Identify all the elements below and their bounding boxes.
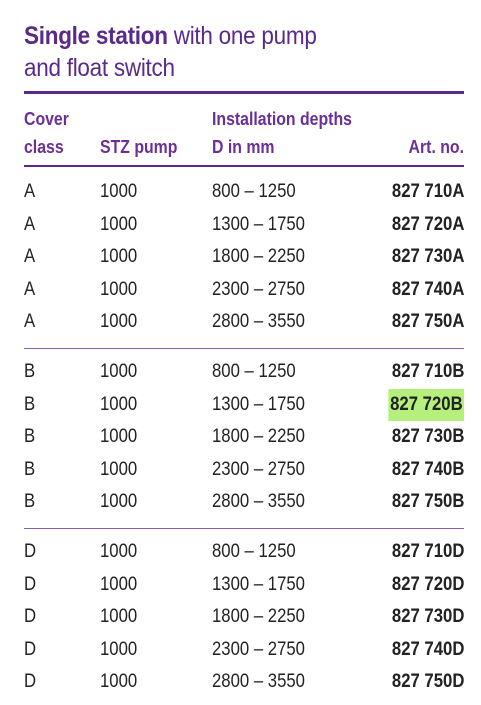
cell-cover-class: A xyxy=(24,213,36,235)
cell-art-no: 827 750D xyxy=(391,671,464,692)
title-rest: with one pump xyxy=(167,22,317,50)
cell-art-no: 827 740A xyxy=(391,278,464,300)
cell-installation-depth: 1800 – 2250 xyxy=(212,246,305,267)
table-row xyxy=(24,486,464,519)
cell-cover-class: B xyxy=(24,491,36,512)
cell-cover-class: D xyxy=(24,671,37,692)
cell-art-no: 827 730B xyxy=(391,426,464,447)
cell-installation-depth: 1800 – 2250 xyxy=(212,426,305,447)
header-stz-pump: STZ pump xyxy=(100,137,178,157)
table-row xyxy=(24,666,464,699)
title-line2: and float switch xyxy=(24,54,175,82)
table-row xyxy=(24,454,464,487)
cell-stz-pump: 1000 xyxy=(100,541,138,562)
table-group xyxy=(24,536,464,699)
table-row xyxy=(24,356,464,389)
cell-stz-pump: 1000 xyxy=(100,638,138,660)
cell-art-no: 827 750B xyxy=(391,491,464,512)
cell-cover-class: A xyxy=(24,181,36,202)
cell-cover-class: A xyxy=(24,311,36,332)
table-group xyxy=(24,356,464,519)
table-row xyxy=(24,389,464,422)
header-depth-line1: Installation depths xyxy=(212,109,352,129)
header-depth-line2: D in mm xyxy=(212,137,275,157)
cell-stz-pump: 1000 xyxy=(100,213,138,235)
cell-installation-depth: 2300 – 2750 xyxy=(212,458,305,480)
cell-installation-depth: 800 – 1250 xyxy=(212,361,296,382)
table-row xyxy=(24,176,464,209)
cell-stz-pump: 1000 xyxy=(100,491,138,512)
cell-stz-pump: 1000 xyxy=(100,426,138,447)
cell-art-no: 827 730D xyxy=(391,606,464,627)
table-row xyxy=(24,274,464,307)
product-table-sheet xyxy=(24,0,464,692)
cell-cover-class: D xyxy=(24,573,37,595)
table-row xyxy=(24,569,464,602)
cell-art-no: 827 710A xyxy=(391,181,464,202)
header-art-no: Art. no. xyxy=(408,137,464,157)
cell-cover-class: B xyxy=(24,458,36,480)
cell-installation-depth: 1800 – 2250 xyxy=(212,606,305,627)
page-title xyxy=(24,0,456,84)
cell-cover-class: B xyxy=(24,393,36,415)
header-installation-depths xyxy=(212,105,352,161)
cell-art-no: 827 740B xyxy=(391,458,464,480)
cell-cover-class: D xyxy=(24,606,37,627)
table-row xyxy=(24,306,464,339)
cell-stz-pump: 1000 xyxy=(100,181,138,202)
cell-stz-pump: 1000 xyxy=(100,573,138,595)
cell-cover-class: B xyxy=(24,361,36,382)
cell-art-no: 827 720D xyxy=(391,573,464,595)
cell-art-no: 827 710B xyxy=(391,361,464,382)
header-cover-line1: Cover xyxy=(24,109,69,129)
table-row xyxy=(24,209,464,242)
title-bold: Single station xyxy=(24,22,168,50)
cell-cover-class: A xyxy=(24,278,36,300)
group-divider xyxy=(24,528,464,529)
cell-art-no: 827 710D xyxy=(391,541,464,562)
table-row xyxy=(24,634,464,667)
cell-stz-pump: 1000 xyxy=(100,458,138,480)
cell-cover-class: D xyxy=(24,541,37,562)
cell-installation-depth: 800 – 1250 xyxy=(212,181,296,202)
cell-installation-depth: 800 – 1250 xyxy=(212,541,296,562)
cell-cover-class: D xyxy=(24,638,37,660)
cell-cover-class: A xyxy=(24,246,36,267)
cell-stz-pump: 1000 xyxy=(100,246,138,267)
header-cover-class xyxy=(24,105,69,161)
cell-installation-depth: 1300 – 1750 xyxy=(212,393,305,415)
cell-installation-depth: 2300 – 2750 xyxy=(212,278,305,300)
cell-stz-pump: 1000 xyxy=(100,278,138,300)
table-group xyxy=(24,176,464,339)
table-row xyxy=(24,241,464,274)
cell-art-no: 827 720A xyxy=(391,213,464,235)
cell-art-no: 827 750A xyxy=(391,311,464,332)
group-divider xyxy=(24,348,464,349)
table-row xyxy=(24,421,464,454)
cell-installation-depth: 2800 – 3550 xyxy=(212,311,305,332)
header-divider xyxy=(24,165,464,167)
cell-installation-depth: 1300 – 1750 xyxy=(212,213,305,235)
table-row xyxy=(24,536,464,569)
cell-art-no: 827 740D xyxy=(391,638,464,660)
cell-stz-pump: 1000 xyxy=(100,361,138,382)
cell-stz-pump: 1000 xyxy=(100,311,138,332)
cell-installation-depth: 2800 – 3550 xyxy=(212,671,305,692)
cell-stz-pump: 1000 xyxy=(100,606,138,627)
title-divider xyxy=(24,91,464,94)
header-cover-line2: class xyxy=(24,137,64,157)
cell-art-no: 827 720B xyxy=(388,389,464,422)
cell-cover-class: B xyxy=(24,426,36,447)
cell-art-no: 827 730A xyxy=(391,246,464,267)
cell-stz-pump: 1000 xyxy=(100,393,138,415)
table-row xyxy=(24,601,464,634)
cell-installation-depth: 1300 – 1750 xyxy=(212,573,305,595)
cell-stz-pump: 1000 xyxy=(100,671,138,692)
table-header xyxy=(24,105,464,159)
cell-installation-depth: 2800 – 3550 xyxy=(212,491,305,512)
cell-installation-depth: 2300 – 2750 xyxy=(212,638,305,660)
